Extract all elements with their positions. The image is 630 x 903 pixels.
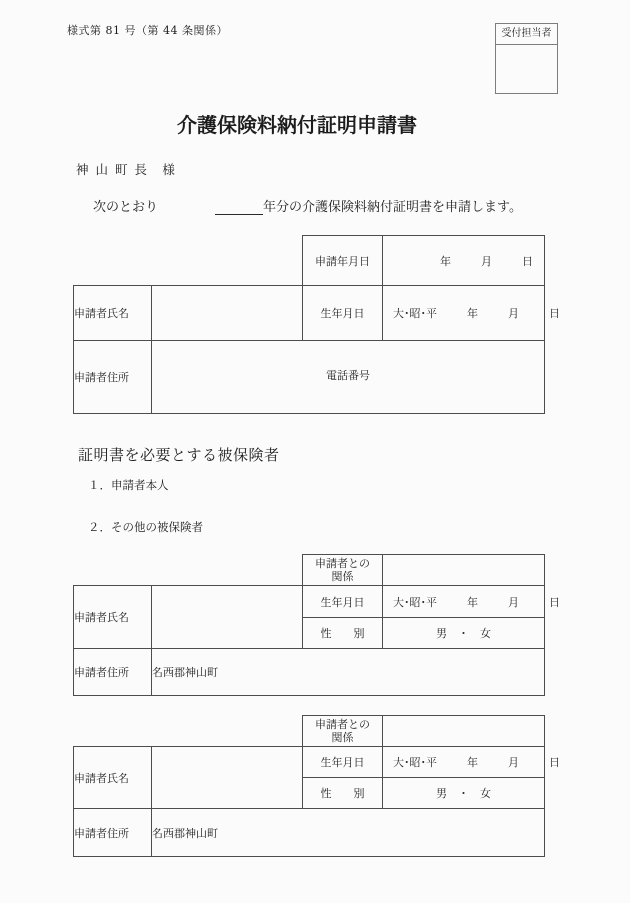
era-options: 大･昭･平 bbox=[393, 595, 437, 609]
application-date-label: 申請年月日 bbox=[303, 236, 383, 286]
intro-prefix: 次のとおり bbox=[93, 200, 159, 215]
day-unit: 日 bbox=[549, 307, 560, 320]
applicant-birth-value-cell bbox=[383, 286, 560, 341]
applicant-table-top-spacer bbox=[74, 236, 303, 286]
form-number: 様式第 81 号（第 44 条関係） bbox=[67, 24, 228, 37]
applicant-name-blank bbox=[152, 286, 303, 341]
phone-number-label: 電話番号 bbox=[326, 369, 370, 382]
relation-value-blank bbox=[383, 716, 545, 747]
relation-label-line2: 関係 bbox=[331, 731, 354, 744]
insured-birth-label: 生年月日 bbox=[303, 747, 383, 778]
applicant-address-label: 申請者住所 bbox=[74, 341, 152, 414]
relation-label-line2: 関係 bbox=[331, 570, 354, 583]
month-unit: 月 bbox=[508, 307, 519, 320]
relation-label-line1: 申請者との bbox=[315, 557, 370, 570]
relation-label bbox=[303, 555, 383, 586]
applicant-name-label: 申請者氏名 bbox=[74, 286, 152, 341]
insured-name-blank bbox=[152, 747, 303, 809]
year-unit: 年 bbox=[440, 254, 451, 268]
relation-label bbox=[303, 716, 383, 747]
insured-birth-value-cell bbox=[383, 747, 560, 778]
relation-label-line1: 申請者との bbox=[315, 718, 370, 731]
intro-suffix: 年分の介護保険料納付証明書を申請します。 bbox=[263, 200, 522, 215]
month-unit: 月 bbox=[508, 756, 519, 769]
year-blank-underline bbox=[215, 199, 263, 215]
applicant-address-blank bbox=[152, 341, 545, 414]
intro-sentence bbox=[93, 196, 522, 215]
year-unit: 年 bbox=[467, 756, 478, 769]
insured-address-label: 申請者住所 bbox=[74, 809, 152, 857]
insured-table-1 bbox=[73, 554, 560, 696]
insured-name-label: 申請者氏名 bbox=[74, 586, 152, 649]
month-unit: 月 bbox=[508, 595, 519, 609]
insured-address-value: 名西郡神山町 bbox=[152, 649, 545, 696]
insured-name-blank bbox=[152, 586, 303, 649]
applicant-birth-label: 生年月日 bbox=[303, 286, 383, 341]
list-item-applicant-self: １．申請者本人 bbox=[88, 478, 169, 492]
insured-birth-label: 生年月日 bbox=[303, 586, 383, 618]
application-date-value-cell bbox=[383, 236, 545, 286]
applicant-table bbox=[73, 235, 560, 414]
section-heading: 証明書を必要とする被保険者 bbox=[78, 446, 280, 464]
page-title: 介護保険料納付証明申請書 bbox=[177, 113, 417, 137]
sex-value: 男 ・ 女 bbox=[383, 618, 545, 649]
receipt-staff-box-label: 受付担当者 bbox=[496, 24, 557, 45]
sex-label: 性 別 bbox=[303, 618, 383, 649]
addressee-line: 神 山 町 長 様 bbox=[76, 162, 177, 177]
year-unit: 年 bbox=[467, 595, 478, 609]
sex-value: 男 ・ 女 bbox=[383, 778, 545, 809]
day-unit: 日 bbox=[549, 756, 560, 769]
insured-address-value: 名西郡神山町 bbox=[152, 809, 545, 857]
year-unit: 年 bbox=[467, 307, 478, 320]
insured-table-top-spacer bbox=[74, 555, 303, 586]
list-item-other-insured: ２．その他の被保険者 bbox=[88, 520, 203, 534]
day-unit: 日 bbox=[549, 595, 560, 609]
insured-table-top-spacer bbox=[74, 716, 303, 747]
receipt-staff-box bbox=[495, 23, 558, 94]
insured-name-label: 申請者氏名 bbox=[74, 747, 152, 809]
day-unit: 日 bbox=[522, 254, 533, 268]
receipt-staff-box-blank bbox=[496, 45, 557, 94]
insured-birth-value-cell bbox=[383, 586, 560, 618]
month-unit: 月 bbox=[481, 254, 492, 268]
insured-address-label: 申請者住所 bbox=[74, 649, 152, 696]
relation-value-blank bbox=[383, 555, 545, 586]
insured-table-2 bbox=[73, 715, 560, 857]
sex-label: 性 別 bbox=[303, 778, 383, 809]
era-options: 大･昭･平 bbox=[393, 756, 437, 769]
era-options: 大･昭･平 bbox=[393, 307, 437, 320]
